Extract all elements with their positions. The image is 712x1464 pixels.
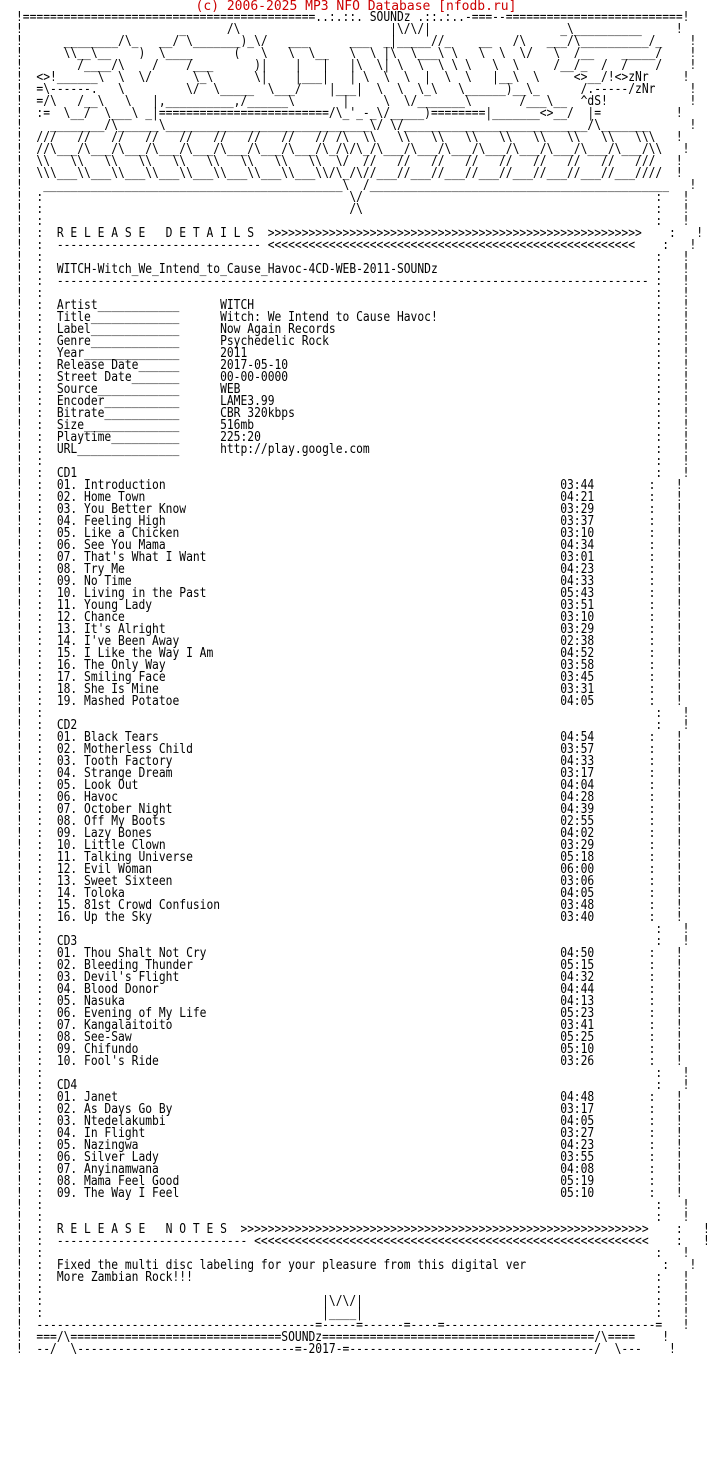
nfodb-credit: (c) 2006-2025 MP3 NFO Database [nfodb.ru] <box>195 0 517 14</box>
nfo-document: !===========================================..:.::. SOUNDz .::.:..-===--==========================! ! _ /\ |\/\/| _\__________ ! ! ________/\_ __/ \_______)_\/ ___ ___ _|_____//_ __ /\ ___/\__________/_ ! ! \\__\__ ) \____ ( \ \ \__ \ \ |\ \___\ \ \ \ \/ \ /__ _____/ ! ! /____/\ / /___ )| | | |\ \| \ \ \ \ \ \ \ /__/_ / / / ! ! <>!______\ \ \/ \_\ \| |___| | \ \ \ | \ \ |__\ \ <>__/!<>zNr ! ! =\------. \ \/ \_____ \___/ |___| \ \ \_\ \______)__\_ /.-----/zNr ! ! =/\ /__\ \ |,__________,/______\ | \ \/_______\ /___\__ ^dS! ! ! := \__/ \___\ _|=========================/\_'_-_\/_____)========|_______<>__/ |= ! ! ________/\______\______________________________\/ \/___________________________/\_______ ! ! /// // // // // // // // // /\ \\ \\ \\ \\ \\ \\ \\ \\ \\\ ! ! //\___/\___/\___/\___/\___/\___/\___/\___/\_/\/\_/\___/\___/\___/\___/\___/\___/\___/\___/\\ ! ! \\ \\ \\ \\ \\ \\ \\ \\ \\ \/ // // // // // // // // /// ! ! \\\___\\___\\___\\___\\___\\___\\___\\___\\/\_/\//___//___//___//___//___//___//___//___//// ! ! ____________________________________________\ /____________________________________________ ! ! : \/ : ! ! : /\ : ! ! : : ! ! : R E L E A S E D E T A I L S >>>>>>>>>>>>>>>>>>>>>>>>>>>>>>>>>>>>>>>>>>>>>>>>>>>>>>> : ! ! : ------------------------------ <<<<<<<<<<<<<<<<<<<<<<<<<<<<<<<<<<<<<<<<<<<<<<<<<<<<<< : ! ! : : ! ! : WITCH-Witch_We_Intend_to_Cause_Havoc-4CD-WEB-2011-SOUNDz : ! ! : --------------------------------------------------------------------------------------- : ! ! : : ! ! : Artist____________ WITCH : ! ! : Title_____________ Witch: We Intend to Cause Havoc! : ! ! : Label_____________ Now Again Records : ! ! : Genre_____________ Psychedelic Rock : ! ! : Year______________ 2011 : ! ! : Release Date______ 2017-05-10 : ! ! : Street Date_______ 00-00-0000 : ! ! : Source____________ WEB : ! ! : Encoder___________ LAME3.99 : ! ! : Bitrate___________ CBR 320kbps : ! ! : Size______________ 516mb : ! ! : Playtime__________ 225:20 : ! ! : URL_______________ http://play.google.com : ! ! : : ! ! : CD1 : ! ! : 01. Introduction 03:44 : ! ! : 02. Home Town 04:21 : ! ! : 03. You Better Know 03:29 : ! ! : 04. Feeling High 03:37 : ! ! : 05. Like a Chicken 03:10 : ! ! : 06. See You Mama 04:34 : ! ! : 07. That's What I Want 03:01 : ! ! : 08. Try Me 04:23 : ! ! : 09. No Time 04:33 : ! ! : 10. Living in the Past 05:43 : ! ! : 11. Young Lady 03:51 : ! ! : 12. Chance 03:10 : ! ! : 13. It's Alright 03:29 : ! ! : 14. I've Been Away 02:38 : ! ! : 15. I Like the Way I Am 04:52 : ! ! : 16. The Only Way 03:58 : ! ! : 17. Smiling Face 03:45 : ! ! : 18. She Is Mine 03:31 : ! ! : 19. Mashed Potatoe 04:05 : ! ! : : ! ! : CD2 : ! ! : 01. Black Tears 04:54 : ! ! : 02. Motherless Child 03:57 : ! ! : 03. Tooth Factory 04:33 : ! ! : 04. Strange Dream 03:17 : ! ! : 05. Look Out 04:04 : ! ! : 06. Havoc 04:28 : ! ! : 07. October Night 04:39 : ! ! : 08. Off My Boots 02:55 : ! ! : 09. Lazy Bones 04:02 : ! ! : 10. Little Clown 03:29 : ! ! : 11. Talking Universe 05:18 : ! ! : 12. Evil Woman 06:00 : ! ! : 13. Sweet Sixteen 03:06 : ! ! : 14. Toloka 04:05 : ! ! : 15. 81st Crowd Confusion 03:48 : ! ! : 16. Up the Sky 03:40 : ! ! : : ! ! : CD3 : ! ! : 01. Thou Shalt Not Cry 04:50 : ! ! : 02. Bleeding Thunder 05:15 : ! ! : 03. Devil's Flight 04:32 : ! ! : 04. Blood Donor 04:44 : ! ! : 05. Nasuka 04:13 : ! ! : 06. Evening of My Life 05:23 : ! ! : 07. Kangalaitoito 03:41 : ! ! : 08. See-Saw 05:25 : ! ! : 09. Chifundo 05:10 : ! ! : 10. Fool's Ride 03:26 : ! ! : : ! ! : CD4 : ! ! : 01. Janet 04:48 : ! ! : 02. As Days Go By 03:17 : ! ! : 03. Ntedelakumbi 04:05 : ! ! : 04. In Flight 03:27 : ! ! : 05. Nazingwa 04:23 : ! ! : 06. Silver Lady 03:55 : ! ! : 07. Anyinamwana 04:08 : ! ! : 08. Mama Feel Good 05:19 : ! ! : 09. The Way I Feel 05:10 : ! ! : : ! ! : : ! ! : R E L E A S E N O T E S >>>>>>>>>>>>>>>>>>>>>>>>>>>>>>>>>>>>>>>>>>>>>>>>>>>>>>>>>>>> : ! ! : ---------------------------- <<<<<<<<<<<<<<<<<<<<<<<<<<<<<<<<<<<<<<<<<<<<<<<<<<<<<<<<<< : ! ! : : ! ! : Fixed the multi disc labeling for your pleasure from this digital ver : ! ! : More Zambian Rock!!! : ! ! : : ! ! : |\/\/| : ! ! : |____| : ! ! -----------------------------------------=-----=------=----=-------------------------------= ! ! ===/\===============================SOUNDz========================================/\==== ! ! --/ \--------------------------------=-2017-=------------------------------------/ \--- ! <box>16 10 710 1357</box>
